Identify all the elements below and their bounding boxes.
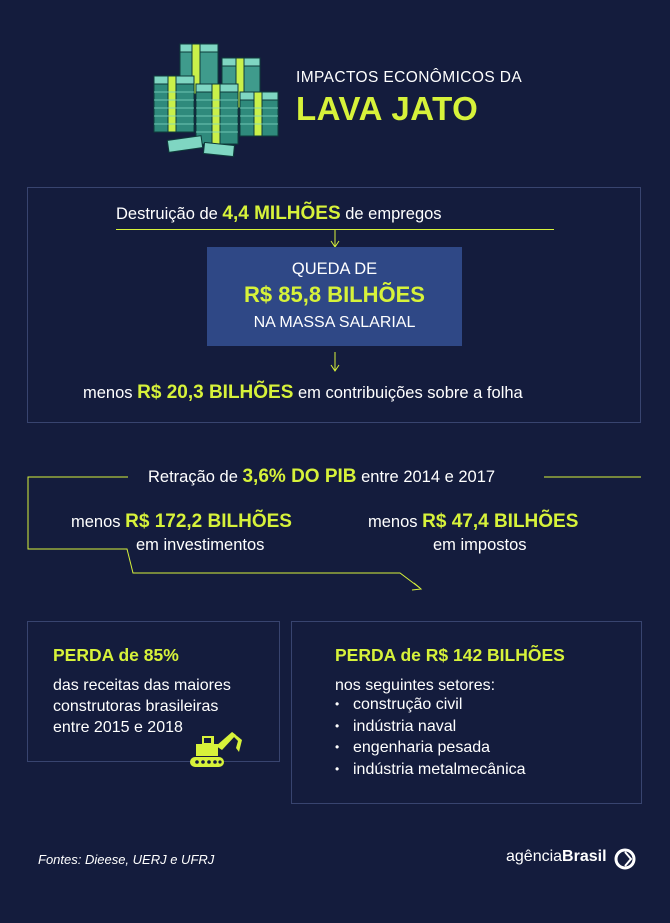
wage-label-bottom: NA MASSA SALARIAL — [253, 314, 416, 331]
money-stack-icon — [144, 36, 284, 160]
sources-note: Fontes: Dieese, UERJ e UFRJ — [38, 852, 215, 867]
list-item: • construção civil — [335, 694, 526, 716]
gdp-value: 3,6% DO PIB — [242, 466, 357, 487]
revenue-line: entre 2015 e 2018 — [53, 719, 183, 736]
jobs-post: de empregos — [345, 205, 442, 223]
wage-mass-box — [207, 247, 462, 346]
invest-pre: menos — [71, 513, 121, 531]
wage-value: R$ 85,8 BILHÕES — [244, 282, 425, 307]
header-subtitle: IMPACTOS ECONÔMICOS DA — [296, 69, 523, 86]
logo-light: agência — [506, 848, 563, 865]
taxes-stat — [368, 510, 578, 557]
taxes-value: R$ 47,4 BILHÕES — [422, 511, 579, 532]
gdp-post: entre 2014 e 2017 — [361, 468, 496, 486]
revenue-line: construtoras brasileiras — [53, 698, 219, 715]
sector-loss-intro: nos seguintes setores: — [335, 677, 496, 694]
invest-sub: em investimentos — [136, 536, 265, 554]
investments-stat — [71, 510, 292, 557]
invest-value: R$ 172,2 BILHÕES — [125, 511, 292, 532]
contrib-pre: menos — [83, 384, 133, 402]
contrib-post: em contribuições sobre a folha — [298, 384, 523, 402]
agencia-brasil-logo-icon — [614, 848, 636, 870]
list-item: • indústria naval — [335, 716, 526, 738]
wage-label-top: QUEDA DE — [291, 260, 378, 278]
gdp-row — [148, 466, 495, 488]
agencia-brasil-logo — [506, 848, 607, 866]
excavator-icon — [188, 726, 246, 770]
taxes-pre: menos — [368, 513, 418, 531]
contrib-value: R$ 20,3 BILHÕES — [137, 382, 294, 403]
jobs-pre: Destruição de — [116, 205, 218, 223]
jobs-destruction-row — [116, 203, 442, 225]
list-item: • engenharia pesada — [335, 737, 526, 759]
sector-loss-title: PERDA de R$ 142 BILHÕES — [335, 645, 565, 665]
logo-bold: Brasil — [562, 848, 607, 865]
arrow-down-icon — [329, 230, 341, 248]
revenue-line: das receitas das maiores — [53, 677, 231, 694]
list-item: • indústria metalmecânica — [335, 759, 526, 781]
taxes-sub: em impostos — [433, 536, 527, 554]
revenue-loss-title: PERDA de 85% — [53, 645, 179, 665]
gdp-pre: Retração de — [148, 468, 238, 486]
header-title: LAVA JATO — [296, 90, 479, 127]
sector-list — [335, 694, 526, 780]
contributions-row — [83, 382, 523, 404]
arrow-down-icon — [329, 352, 341, 372]
jobs-value: 4,4 MILHÕES — [222, 203, 341, 224]
